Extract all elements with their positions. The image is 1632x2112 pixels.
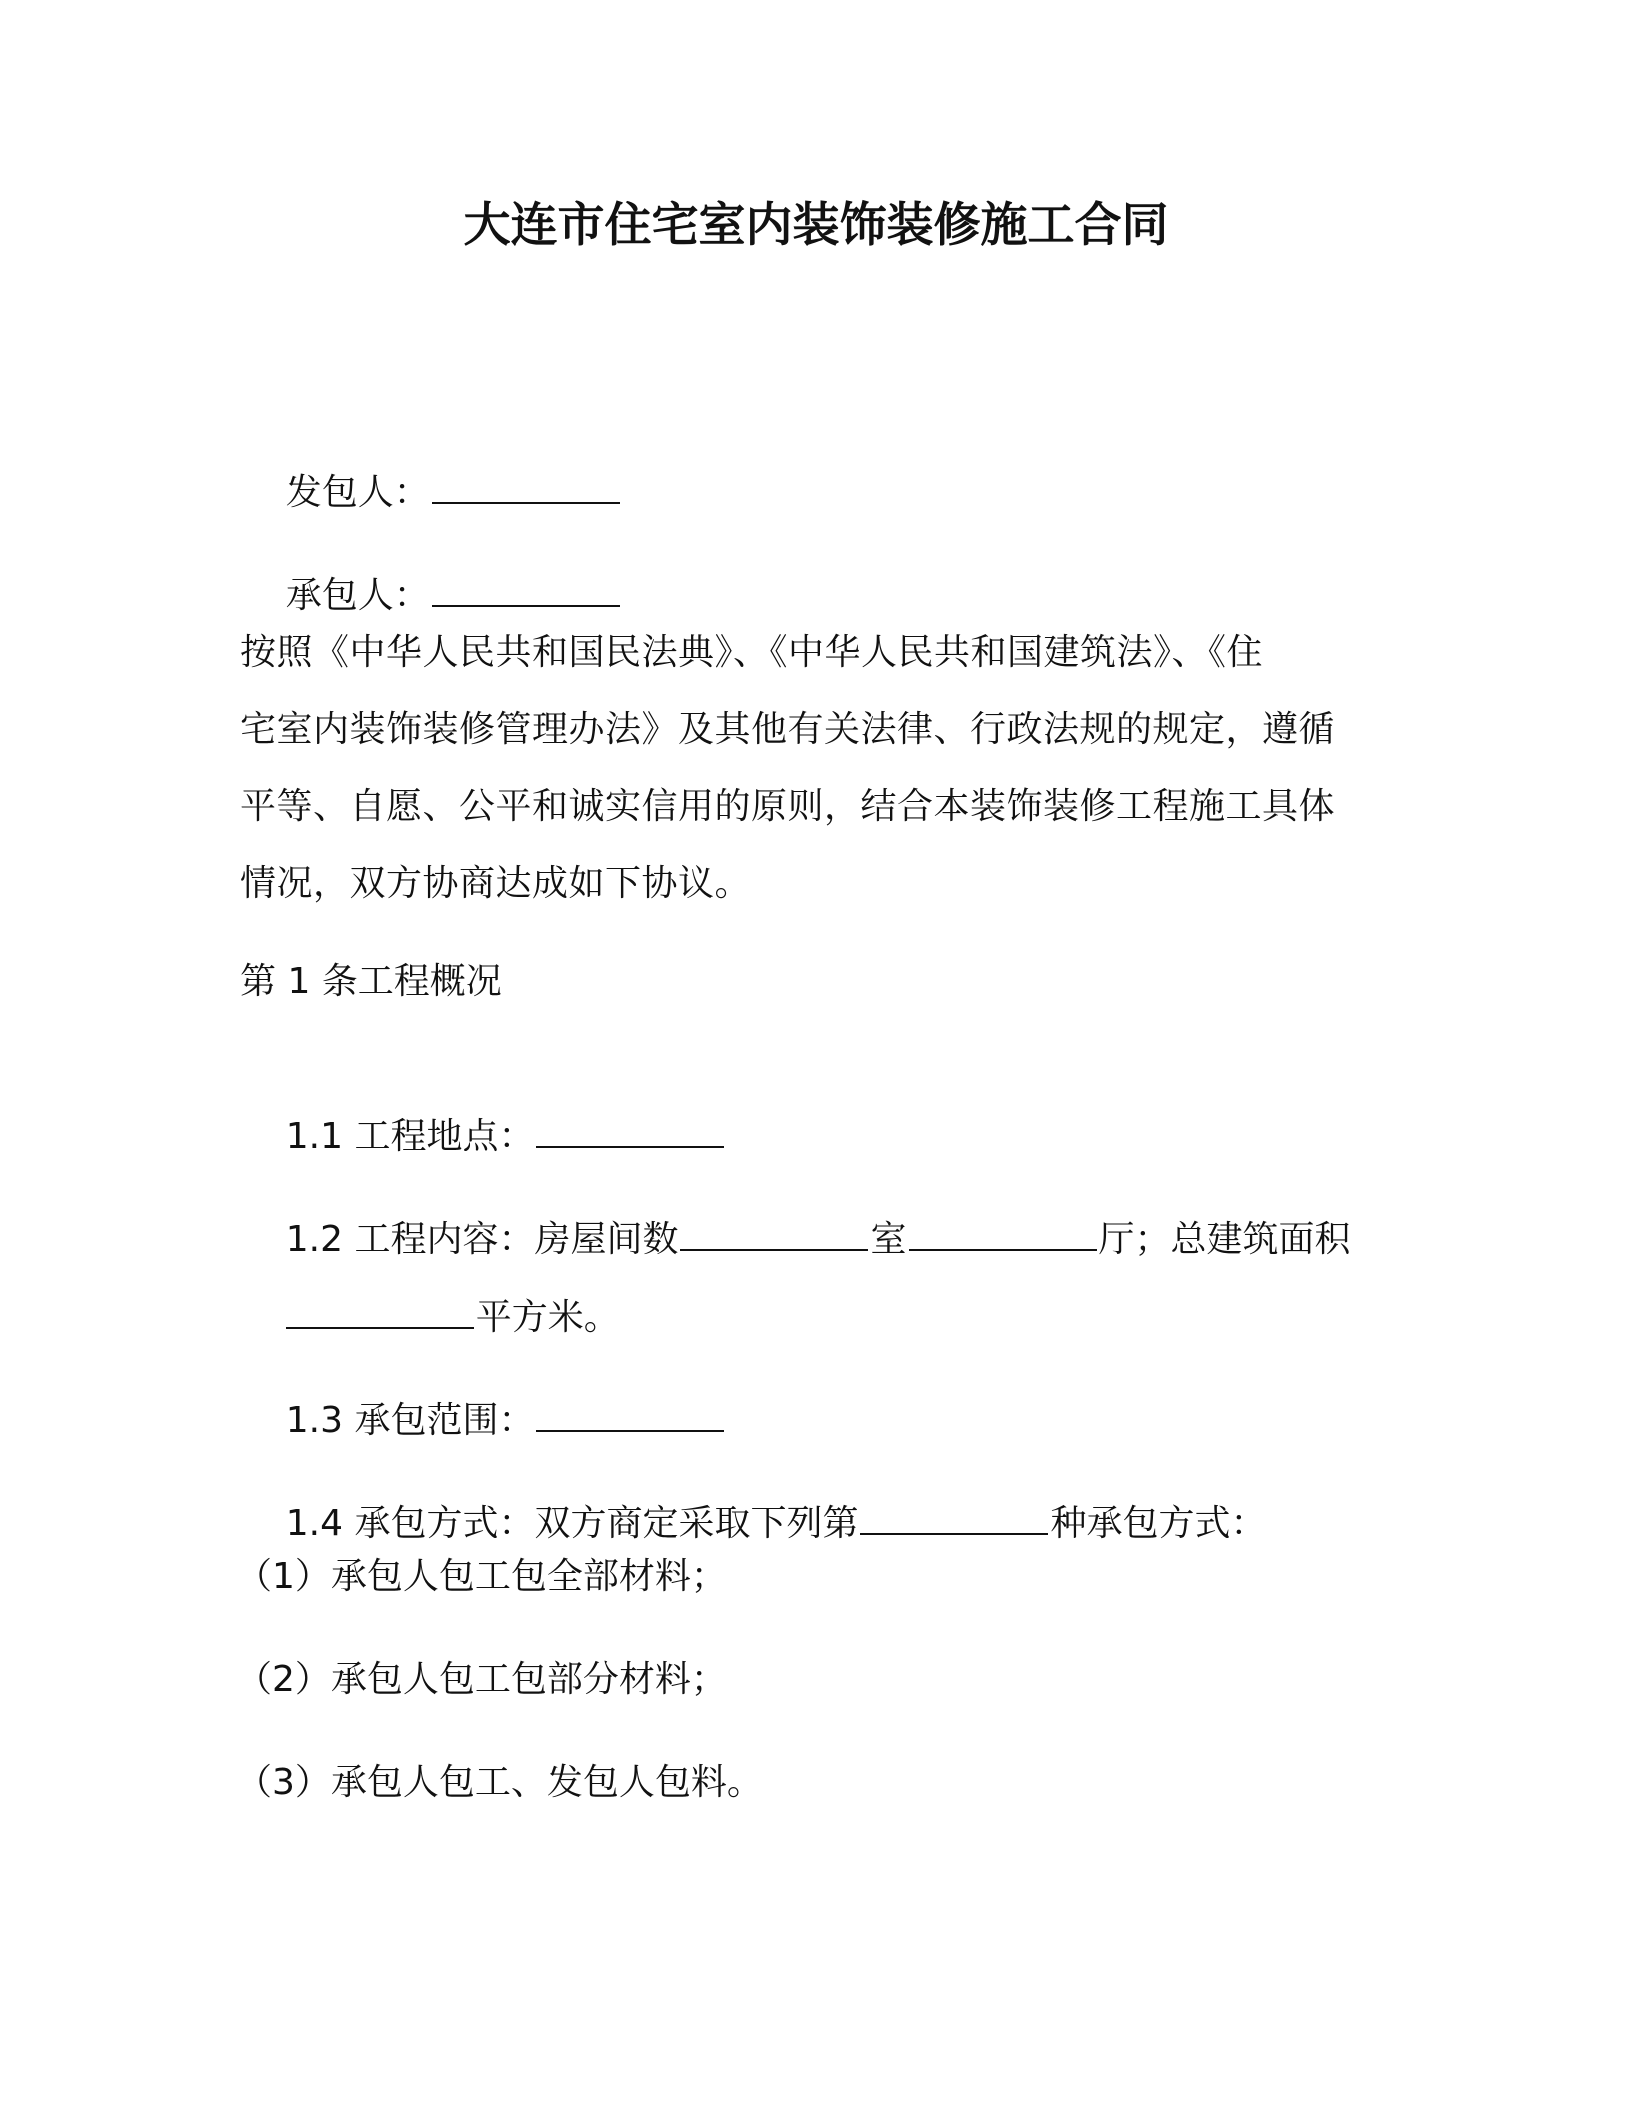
document-title: 大连市住宅室内装饰装修施工合同: [463, 198, 1169, 253]
preamble-paragraph: [240, 614, 1360, 922]
total-area-label: 厅；总建筑面积: [1098, 1219, 1351, 1260]
project-location-blank[interactable]: [536, 1112, 724, 1148]
item-1-4-suffix: 种承包方式：: [1050, 1503, 1267, 1544]
preamble-line: 宅室内装饰装修管理办法》及其他有关法律、行政法规的规定，遵循: [240, 709, 1336, 750]
party-a-label: 发包人：: [285, 472, 430, 513]
item-1-1-label: 1.1 工程地点：: [285, 1116, 535, 1157]
contract-method-blank[interactable]: [860, 1499, 1048, 1535]
hall-count-blank[interactable]: [909, 1215, 1097, 1251]
room-count-blank[interactable]: [680, 1215, 868, 1251]
option-3: （3）承包人包工、发包人包料。: [236, 1762, 763, 1803]
total-area-blank[interactable]: [286, 1293, 474, 1329]
item-1-4-label: 1.4 承包方式：双方商定采取下列第: [285, 1503, 859, 1544]
preamble-line: 按照《中华人民共和国民法典》、《中华人民共和国建筑法》、《住: [240, 632, 1264, 673]
room-unit-label: 室: [870, 1219, 907, 1260]
item-1-2-label: 1.2 工程内容：房屋间数: [285, 1219, 679, 1260]
option-1: （1）承包人包工包全部材料；: [236, 1556, 727, 1597]
article-1-heading: 第 1 条工程概况: [240, 961, 502, 1002]
preamble-line: 情况，双方协商达成如下协议。: [240, 863, 752, 904]
party-b-label: 承包人：: [285, 575, 430, 616]
contract-scope-blank[interactable]: [536, 1396, 724, 1432]
party-a-blank[interactable]: [432, 468, 620, 504]
area-unit-label: 平方米。: [475, 1297, 620, 1338]
party-b-blank[interactable]: [432, 571, 620, 607]
item-1-3-label: 1.3 承包范围：: [285, 1400, 535, 1441]
preamble-line: 平等、自愿、公平和诚实信用的原则，结合本装饰装修工程施工具体: [240, 786, 1336, 827]
option-2: （2）承包人包工包部分材料；: [236, 1659, 727, 1700]
